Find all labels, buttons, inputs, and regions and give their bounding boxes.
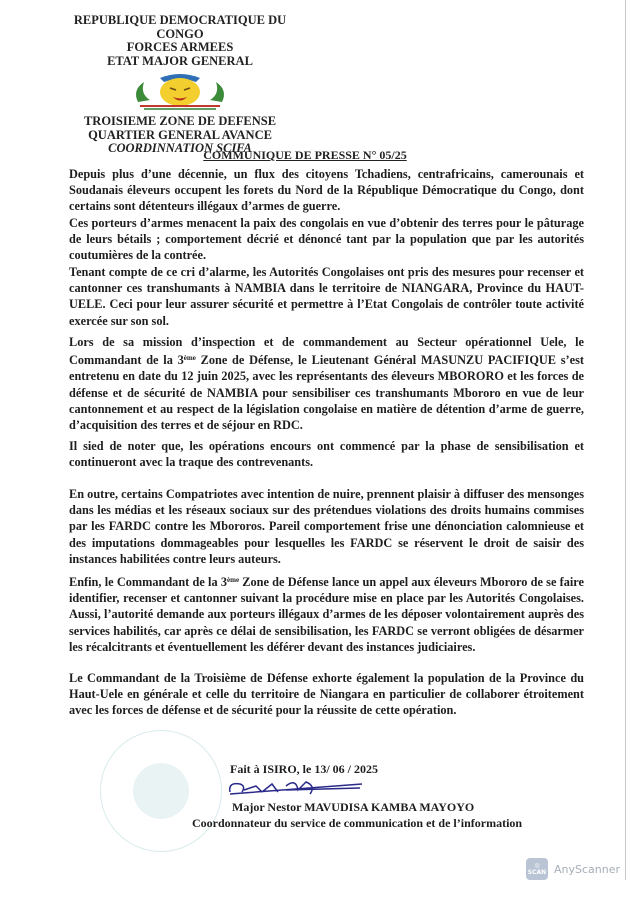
press-release-title: COMMUNIQUE DE PRESSE N° 05/25 <box>203 148 407 162</box>
handwritten-signature-icon <box>226 776 366 798</box>
letterhead <box>60 14 300 156</box>
header-line-forces: FORCES ARMEES <box>126 40 234 54</box>
paragraph-4: Lors de sa mission d’inspection et de commandement au Secteur opérationnel Uele, le Commandant de la 3ème Zone de Défense, le Lieutenant Général MASUNZU PACIFIQUE s’est entretenu en date du 12 juin 2025, avec les représentants des éleveurs MBORORO et les forces de défense et de sécurité de NAMBIA pour sensibiliser ces transhumants Mbororo en vue de leur cantonnement et au respect de la législation congolaise en matière de détention d’arme de guerre, d’acquisition des terres et de séjour en RDC. <box>69 335 584 433</box>
header-line-hq: QUARTIER GENERAL AVANCE <box>88 127 272 142</box>
paragraph-6: En outre, certains Compatriotes avec intention de nuire, prennent plaisir à diffuser des mensonges dans les médias et les réseaux sociaux sur des prétendues violations des droits humains commises par les FARDC contre les Mbororos. Pareil comportement frise une dénonciation calomnieuse et des imputations dommageables pour lesquelles les FARDC se réservent le droit de saisir des instances habilitées contre leurs auteurs. <box>69 487 584 566</box>
paragraph-3: Tenant compte de ce cri d’alarme, les Autorités Congolaises ont pris des mesures pour recenser et cantonner ces transhumants à NAMBIA dans le territoire de NIANGARA, Province du HAUT-UELE. Ceci pour leur assurer sécurité et permettre à l’Etat Congolais de contrôler toute activité exercée sur son sol. <box>69 265 584 328</box>
paragraph-7: Enfin, le Commandant de la 3ème Zone de Défense lance un appel aux éleveurs Mbororo de se faire identifier, recenser et cantonner suivant la procédure mise en place par les Autorités Congolaises. Aussi, l’autorité demande aux porteurs illégaux d’armes de les déposer volontairement auprès des services habilités, car après ce délai de sensibilisation, les FARDC se verront obligées de désarmer les récalcitrants et éventuellement les déférer devant des instances judiciaires. <box>69 575 584 654</box>
header-line-coordination: COORDINNATION SCIFA <box>108 141 252 155</box>
paragraph-5: Il sied de noter que, les opérations encours ont commencé par la phase de sensibilisation et continueront avec la traque des contrevenants. <box>69 439 584 470</box>
signatory-name: Major Nestor MAVUDISA KAMBA MAYOYO <box>232 800 475 814</box>
place-date: Fait à ISIRO, le 13/ 06 / 2025 <box>230 762 379 776</box>
leopard-emblem-icon <box>130 72 230 112</box>
paragraph-2: Ces porteurs d’armes menacent la paix des congolais en vue d’obtenir des terres pour le pâturage de leurs bétails ; comportement décrié et dénoncé tant par la population que par les autorités coutumières de la contrée. <box>69 216 584 263</box>
watermark-label: AnyScanner <box>554 862 621 876</box>
anyscanner-watermark <box>526 858 620 880</box>
header-line-country: REPUBLIQUE DEMOCRATIQUE DU CONGO <box>73 13 287 41</box>
scan-app-icon: ◎ SCAN <box>526 858 548 880</box>
header-line-zone: TROISIEME ZONE DE DEFENSE <box>83 114 277 128</box>
paragraph-1: Depuis plus d’une décennie, un flux des citoyens Tchadiens, centrafricains, camerounais et Soudanais éleveurs occupent les forets du Nord de la République Démocratique du Congo, dont certains sont détenteurs illégaux d’armes de guerre. <box>69 167 584 214</box>
header-line-staff: ETAT MAJOR GENERAL <box>107 53 253 68</box>
paragraph-8: Le Commandant de la Troisième de Défense exhorte également la population de la Province du Haut-Uele en générale et celle du territoire de Niangara en particulier de collaborer étroitement avec les forces de défense et de sécurité pour la réussite de cette opération. <box>69 671 584 718</box>
official-stamp-icon <box>100 730 222 852</box>
signatory-role: Coordonnateur du service de communication et de l’information <box>192 816 523 830</box>
